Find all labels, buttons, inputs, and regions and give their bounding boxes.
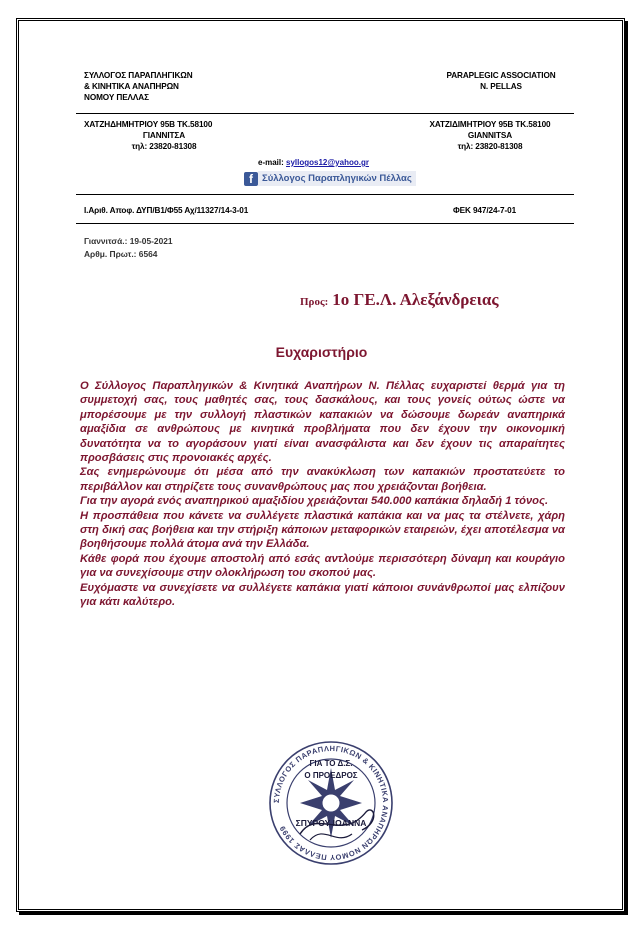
address-street: ΧΑΤΖΗΔΗΜΗΤΡΙΟΥ 95Β ΤΚ.58100 <box>84 120 213 129</box>
document-meta <box>84 235 173 261</box>
body-paragraph: Σας ενημερώνουμε ότι μέσα από την ανακύκλωση των καπακιών προστατεύετε το περιβάλλον και στηρίζετε τους συνανθρώπους μας που χρειάζονται βοήθεια. <box>80 466 565 493</box>
org-line: PARAPLEGIC ASSOCIATION <box>446 71 556 80</box>
address-divider <box>76 194 574 195</box>
official-stamp <box>262 738 400 868</box>
facebook-link[interactable] <box>244 170 416 188</box>
signatory-name: ΣΠΥΡΟΥ ΙΩΑΝΝΑ <box>295 818 367 828</box>
address-street: ΧΑΤΖΙΔΙΜΗΤΡΙΟΥ 95Β ΤΚ.58100 <box>429 120 551 129</box>
header-divider <box>76 113 574 114</box>
address-city: ΓΙΑΝΝΙΤΣΑ <box>142 131 186 140</box>
signature-role: ΓΙΑ ΤΟ Δ.Σ. <box>309 759 353 768</box>
org-name-greek <box>84 70 193 103</box>
body-paragraph: Ευχόμαστε να συνεχίσετε να συλλέγετε καπάκια γιατί κάποιοι συνάνθρωποί μας ελπίζουν για κάτι καλύτερο. <box>80 581 565 609</box>
email-label: e-mail: <box>258 158 284 167</box>
stamp-ring-text: ΣΥΛΛΟΓΟΣ ΠΑΡΑΠΛΗΓΙΚΩΝ & ΚΙΝΗΤΙΚΑ ΑΝΑΠΗΡΩΝ ΝΟΜΟΥ ΠΕΛΛΑΣ 1999 <box>271 743 391 863</box>
document-title: Ευχαριστήριο <box>275 344 368 360</box>
facebook-icon: f <box>244 172 258 186</box>
body-paragraph: Κάθε φορά που έχουμε αποστολή από εσάς αντλούμε περισσότερη δύναμη και κουράγιο για να συνεχίσουμε στην ολοκλήρωση του σκοπού μας. <box>80 552 565 580</box>
registration-gazette: ΦΕΚ 947/24-7-01 <box>453 206 517 215</box>
registration-decision: Ι.Αριθ. Αποφ. ΔΥΠ/Β1/Φ55 Αχ/11327/14-3-01 <box>84 206 249 215</box>
signature-title: Ο ΠΡΟΕΔΡΟΣ <box>304 771 358 780</box>
address-greek <box>84 119 244 152</box>
address-phone: τηλ: 23820-81308 <box>457 142 523 151</box>
email-link[interactable]: syllogos12@yahoo.gr <box>286 158 369 167</box>
address-phone: τηλ: 23820-81308 <box>131 142 197 151</box>
body-paragraph: Ο Σύλλογος Παραπληγικών & Κινητικά Αναπήρων Ν. Πέλλας ευχαριστεί θερμά για τη συμμετοχή σας, τους μαθητές σας, τους δασκάλους, και τους γονείς ούτως ώστε να μπορέσουμε με την συλλογή πλαστικών καπακιών να δώσουμε δωρεάν αναπηρικά αμαξίδια σε ανθρώπους με κινητικά προβλήματα που δεν έχουν την οικονομική δυνατότητα να το αγοράσουν γιατί είναι ανασφάλιστα και δεν έχουν τις απαραίτητες προσβάσεις στις προνοιακές αρχές. <box>80 380 565 465</box>
recipient <box>300 290 499 310</box>
address-city: GIANNITSA <box>467 131 513 140</box>
protocol-number: Αρθμ. Πρωτ.: 6564 <box>84 249 158 259</box>
recipient-name: 1ο ΓΕ.Λ. Αλεξάνδρειας <box>332 290 499 309</box>
facebook-label: Σύλλογος Παραπληγικών Πέλλας <box>258 171 416 186</box>
org-line: N. PELLAS <box>480 82 522 91</box>
body-paragraph: Η προσπάθεια που κάνετε να συλλέγετε πλαστικά καπάκια και να μας τα στέλνετε, χάρη στη δική σας βοήθεια και την στήριξη κάποιων μεταφορικών εταιρειών, έχει αποτέλεσμα να βοηθήσουμε πολλά άτομα ανά την Ελλάδα. <box>80 509 565 551</box>
signature-block <box>262 758 400 782</box>
body-paragraph: Για την αγορά ενός αναπηρικού αμαξιδίου χρειάζονται 540.000 καπάκια δηλαδή 1 τόνος. <box>80 495 549 508</box>
document-date: Γιαννιτσά.: 19-05-2021 <box>84 236 173 246</box>
recipient-prefix: Προς: <box>300 296 329 308</box>
org-line: ΝΟΜΟΥ ΠΕΛΛΑΣ <box>84 93 149 102</box>
org-line: ΣΥΛΛΟΓΟΣ ΠΑΡΑΠΛΗΓΙΚΩΝ <box>84 71 193 80</box>
registration-divider <box>76 223 574 224</box>
email-row <box>258 158 369 167</box>
org-name-english <box>440 70 562 92</box>
letter-body <box>80 379 565 610</box>
org-line: & ΚΙΝΗΤΙΚΑ ΑΝΑΠΗΡΩΝ <box>84 82 179 91</box>
address-english <box>415 119 565 152</box>
